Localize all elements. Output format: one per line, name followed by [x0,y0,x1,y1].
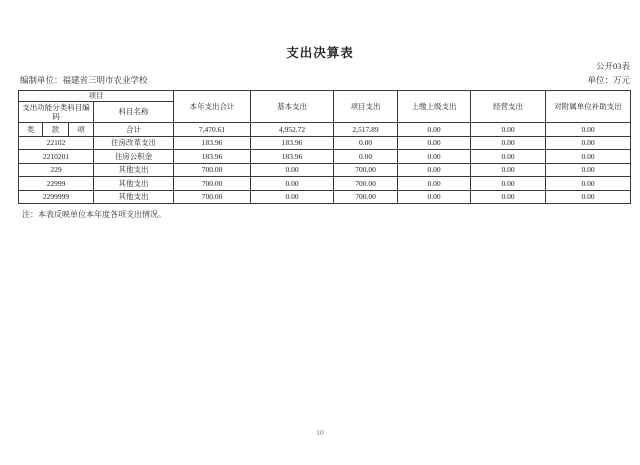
value-cell: 0.00 [251,163,334,177]
subject-name-cell: 住房公积金 [94,150,174,164]
header-year-total: 本年支出合计 [174,91,251,123]
value-cell: 0.00 [471,163,546,177]
header-subject-name: 科目名称 [94,102,174,123]
value-cell: 7,470.61 [174,123,251,137]
header-upper: 上缴上级支出 [398,91,471,123]
value-cell: 0.00 [546,190,631,204]
code-cell: 229 [19,163,94,177]
value-cell: 0.00 [251,177,334,191]
value-cell: 0.00 [546,123,631,137]
header-operating: 经营支出 [471,91,546,123]
code-cell: 2299999 [19,190,94,204]
table-row [19,136,631,150]
page-number: 10 [316,428,324,437]
value-cell: 0.00 [398,136,471,150]
value-cell: 0.00 [398,190,471,204]
value-cell: 2,517.89 [334,123,398,137]
value-cell: 183.96 [251,150,334,164]
value-cell: 700.00 [174,177,251,191]
table-row [19,190,631,204]
value-cell: 0.00 [546,150,631,164]
sub-header-class: 类 [19,123,43,137]
value-cell: 0.00 [398,163,471,177]
value-cell: 183.96 [174,150,251,164]
value-cell: 0.00 [471,150,546,164]
total-row [19,123,631,137]
value-cell: 183.96 [251,136,334,150]
subject-name-cell: 其他支出 [94,163,174,177]
subject-name-cell: 住房改革支出 [94,136,174,150]
table-note: 注：本表反映单位本年度各项支出情况。 [22,210,166,219]
table-row [19,177,631,191]
value-cell: 0.00 [471,190,546,204]
header-subsidy: 对附属单位补助支出 [546,91,631,123]
unit-label: 单位：万元 [587,75,630,85]
page-title: 支出决算表 [286,46,354,60]
header-project: 项目支出 [334,91,398,123]
code-cell: 2210201 [19,150,94,164]
value-cell: 700.00 [174,163,251,177]
value-cell: 0.00 [546,163,631,177]
value-cell: 700.00 [334,163,398,177]
subject-name-cell: 其他支出 [94,177,174,191]
value-cell: 0.00 [398,177,471,191]
value-cell: 0.00 [334,136,398,150]
value-cell: 700.00 [334,190,398,204]
table-row [19,150,631,164]
total-label: 合计 [94,123,174,137]
header-project-group: 项目 [19,91,174,102]
header-basic: 基本支出 [251,91,334,123]
value-cell: 0.00 [471,123,546,137]
header-code-group: 支出功能分类科目编码 [19,102,94,123]
prepared-by-label: 编制单位：福建省三明市农业学校 [20,75,148,85]
value-cell: 700.00 [174,190,251,204]
value-cell: 700.00 [334,177,398,191]
value-cell: 0.00 [398,150,471,164]
subject-name-cell: 其他支出 [94,190,174,204]
code-cell: 22102 [19,136,94,150]
value-cell: 0.00 [546,136,631,150]
value-cell: 0.00 [334,150,398,164]
table-row [19,163,631,177]
sub-header-section: 款 [43,123,69,137]
value-cell: 0.00 [471,136,546,150]
value-cell: 0.00 [251,190,334,204]
code-cell: 22999 [19,177,94,191]
header-row-1 [19,91,631,102]
sub-header-item: 项 [69,123,94,137]
value-cell: 4,952.72 [251,123,334,137]
value-cell: 0.00 [398,123,471,137]
expenditure-table [18,90,631,204]
value-cell: 183.96 [174,136,251,150]
value-cell: 0.00 [546,177,631,191]
table-code-label: 公开03表 [595,61,630,71]
value-cell: 0.00 [471,177,546,191]
